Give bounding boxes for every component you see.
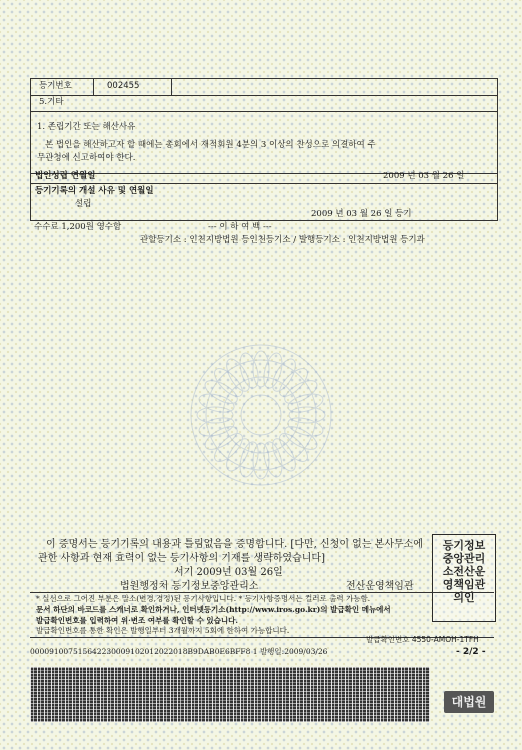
notice-line1: * 실선으로 그어진 부분은 말소(변경,경정)된 등기사항입니다. * 등기사항증명서는 컬러로 출력 가능함. xyxy=(36,594,371,603)
certification-issuer: 법원행정처 등기정보중앙관리소 xyxy=(120,581,259,592)
reg-no-label: 등기번호 xyxy=(39,81,72,91)
document-info-box xyxy=(30,78,498,174)
section-title: 5.기타 xyxy=(39,97,64,107)
notice-line4: 발급확인번호를 통한 확인은 발행일부터 3개월까지 5회에 한하여 가능합니다. xyxy=(36,626,290,635)
record-date: 2009 년 03 월 26 일 등기 xyxy=(311,209,412,219)
notice-box xyxy=(30,592,494,638)
issue-confirm-number: 발급확인번호 4550-AMOH-1TFH xyxy=(366,635,479,644)
item-body-line2: 무관청에 신고하여야 한다. xyxy=(37,153,136,163)
certification-line2: 관한 사항과 현재 효력이 없는 등기사항의 기재를 생략하였습니다] xyxy=(38,553,325,564)
rosette-petal xyxy=(289,407,325,423)
certification-line1: 이 증명서는 등기기록의 내용과 틀림없음을 증명합니다. [다만, 신청이 없는 본사무소에 xyxy=(46,539,423,550)
certification-officer: 전산운영책임관 xyxy=(346,581,414,592)
seal-text-3: 소전산운 xyxy=(442,565,486,578)
rosette-petal xyxy=(197,407,233,423)
page-number: - 2/2 - xyxy=(456,647,486,657)
end-of-record: --- 이 하 여 백 --- xyxy=(208,222,272,232)
reg-no-value: 002455 xyxy=(107,81,140,91)
seal-text-1: 등기정보 xyxy=(442,539,486,552)
fee-text: 수수료 1,200원 영수함 xyxy=(34,222,122,232)
supreme-court-badge: 대법원 xyxy=(444,691,494,713)
establishment-row xyxy=(30,172,498,183)
seal-text-4: 영책임관 xyxy=(442,578,486,591)
record-label: 등기기록의 개설 사유 및 연월일 xyxy=(35,186,154,196)
establishment-date: 2009 년 03 월 26 일 xyxy=(383,171,465,181)
registry-line: 관할등기소 : 인천지방법원 등인천등기소 / 발행등기소 : 인천지방법원 등기과 xyxy=(140,235,425,245)
notice-line2: 문서 하단의 바코드를 스캐너로 확인하거나, 인터넷등기소(http://www.iros.go.kr)의 발급확인 메뉴에서 xyxy=(36,605,391,614)
certification-date: 서기 2009년 03월 26일 xyxy=(174,567,283,578)
seal-text-2: 중앙관리 xyxy=(442,552,486,565)
seal-text-5: 의인 xyxy=(453,591,475,604)
rosette-petal xyxy=(253,443,269,479)
rosette-petal xyxy=(253,351,269,387)
notice-line3: 발급확인번호를 입력하여 위·변조 여부를 확인할 수 있습니다. xyxy=(36,616,239,625)
record-reason: 설립 xyxy=(75,199,92,209)
item-body-line1: 본 법인을 해산하고자 할 때에는 총회에서 재적회원 4분의 3 이상의 찬성으로 의결하여 주 xyxy=(45,140,376,150)
item-title: 1. 존립기간 또는 해산사유 xyxy=(37,122,136,132)
verification-barcode xyxy=(30,667,430,722)
record-opening-box xyxy=(30,183,498,221)
watermark-rosette xyxy=(186,340,336,490)
document-code: 000091007515642230009102012022018B9DAB0E6BFF8 1 발행일:2009/03/26 xyxy=(30,647,328,656)
establishment-label: 법인성립 연월일 xyxy=(35,171,96,181)
